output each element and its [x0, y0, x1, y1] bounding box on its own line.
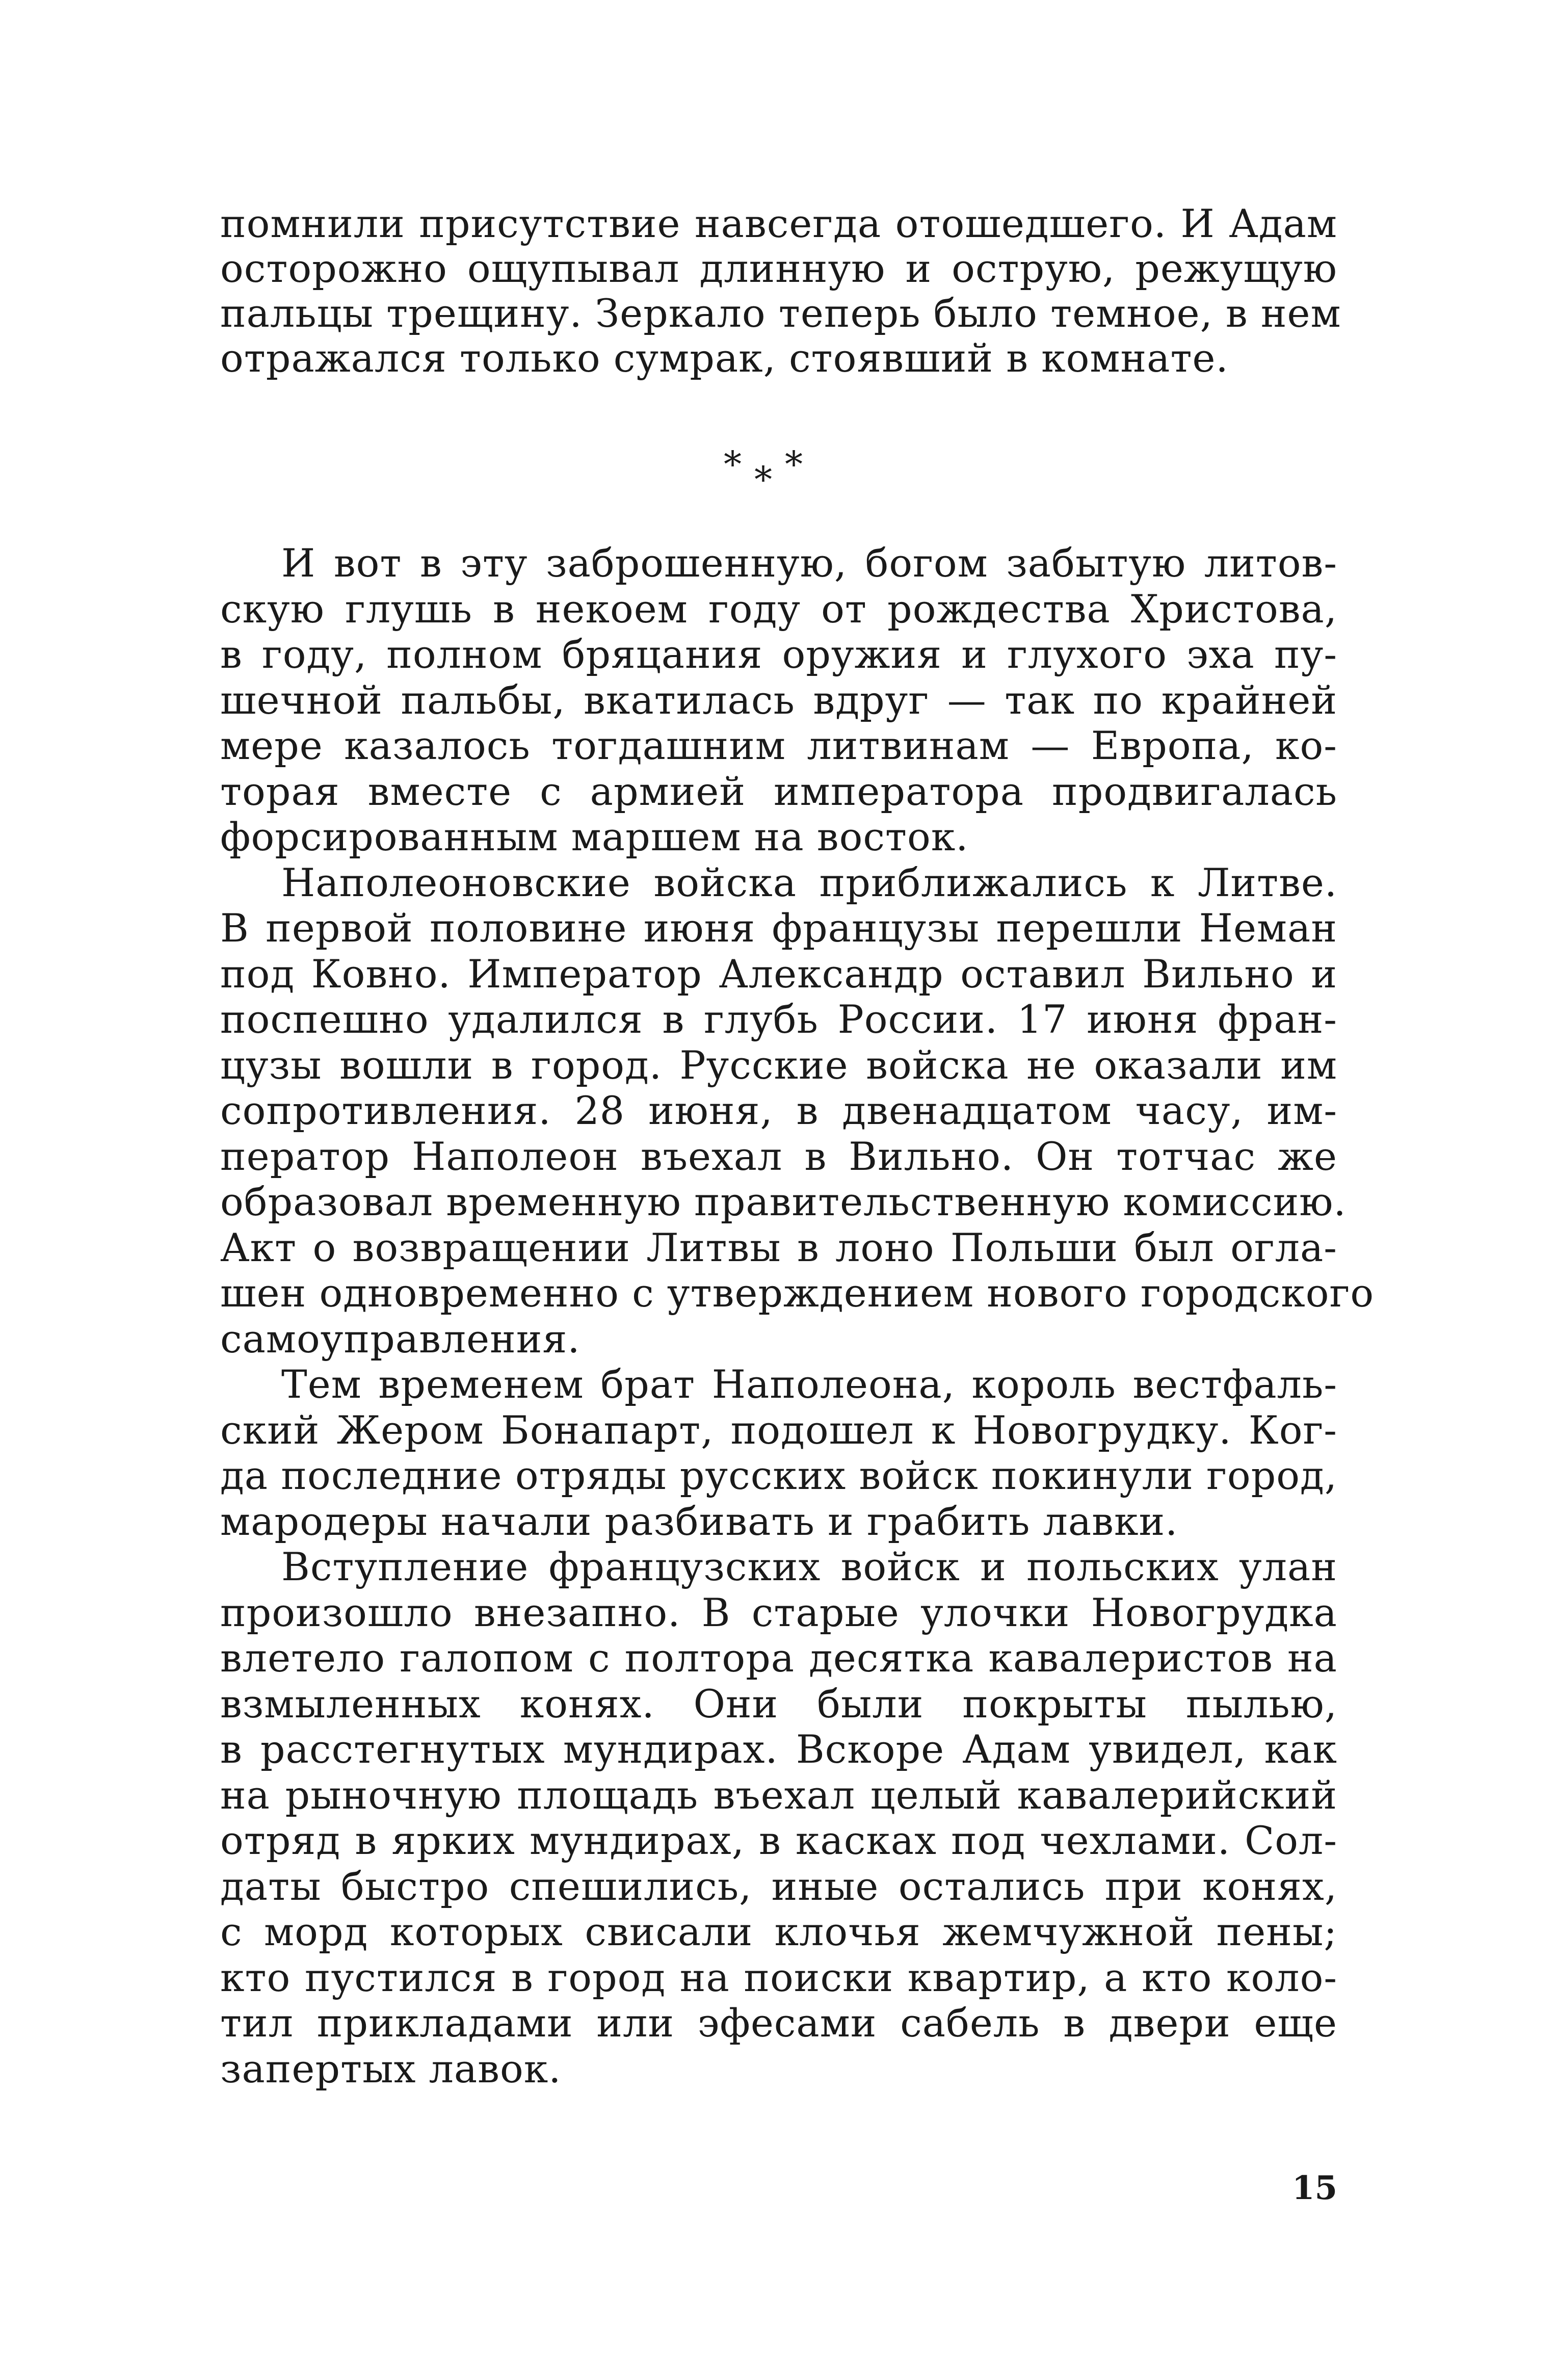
- text-line: да последние отряды русских войск покинули город,: [220, 1453, 1337, 1498]
- text-line: шен одновременно с утверждением нового городского: [220, 1270, 1375, 1316]
- text-line: даты быстро спешились, иные остались при конях,: [220, 1863, 1337, 1909]
- text-line: под Ковно. Император Александр оставил Вильно и: [220, 951, 1337, 997]
- text-line: произошло внезапно. В старые улочки Новогрудка: [220, 1589, 1337, 1635]
- text-line: шечной пальбы, вкатилась вдруг — так по крайней: [220, 677, 1337, 723]
- paragraph-first-line: Вступление французских войск и польских улан: [281, 1544, 1337, 1589]
- asterisk: *: [785, 443, 803, 485]
- text-line: пальцы трещину. Зеркало теперь было темное, в нем: [220, 291, 1341, 336]
- text-line: на рыночную площадь въехал целый кавалерийский: [220, 1772, 1337, 1818]
- text-line: тил прикладами или эфесами сабель в двери еще: [220, 2000, 1337, 2046]
- text-line: ский Жером Бонапарт, подошел к Новогрудку. Ког-: [220, 1407, 1337, 1453]
- asterisk: *: [754, 459, 772, 501]
- paragraph-first-line: Наполеоновские войска приближались к Литве.: [281, 859, 1337, 905]
- text-line: мере казалось тогдашним литвинам — Европа, ко-: [220, 723, 1337, 768]
- text-line: с морд которых свисали клочья жемчужной пены;: [220, 1909, 1337, 1954]
- text-line: в расстегнутых мундирах. Вскоре Адам увидел, как: [220, 1727, 1337, 1772]
- text-line: отражался только сумрак, стоявший в комнате.: [220, 335, 1229, 381]
- text-line: цузы вошли в город. Русские войска не оказали им: [220, 1042, 1337, 1088]
- text-line: влетело галопом с полтора десятка кавалеристов на: [220, 1635, 1337, 1681]
- text-line: поспешно удалился в глубь России. 17 июня фран-: [220, 997, 1337, 1042]
- text-line: самоуправления.: [220, 1316, 580, 1362]
- text-line: осторожно ощупывал длинную и острую, режущую: [220, 246, 1337, 291]
- text-line: торая вместе с армией императора продвигалась: [220, 768, 1337, 814]
- text-line: Акт о возвращении Литвы в лоно Польши был огла-: [220, 1224, 1337, 1270]
- text-line: образовал временную правительственную комиссию.: [220, 1179, 1347, 1224]
- text-line: сопротивления. 28 июня, в двенадцатом часу, им-: [220, 1088, 1337, 1133]
- text-line: помнили присутствие навсегда отошедшего. И Адам: [220, 201, 1337, 246]
- top-paragraph: [220, 201, 1341, 381]
- main-text: [220, 540, 1375, 2091]
- text-line: запертых лавок.: [220, 2046, 562, 2091]
- text-line: взмыленных конях. Они были покрыты пылью,: [220, 1681, 1337, 1727]
- page-number: 15: [1292, 2169, 1338, 2207]
- paragraph-first-line: Тем временем брат Наполеона, король вестфаль-: [281, 1362, 1337, 1407]
- text-line: кто пустился в город на поиски квартир, а кто коло-: [220, 1954, 1337, 2000]
- text-line: скую глушь в некоем году от рождества Христова,: [220, 586, 1337, 632]
- text-line: в году, полном бряцания оружия и глухого эха пу-: [220, 632, 1337, 677]
- text-line: ператор Наполеон въехал в Вильно. Он тотчас же: [220, 1133, 1337, 1179]
- text-line: форсированным маршем на восток.: [220, 814, 969, 859]
- text-line: В первой половине июня французы перешли Неман: [220, 905, 1337, 951]
- asterisk: *: [724, 443, 742, 485]
- section-divider-asterism: [703, 443, 856, 500]
- paragraph-first-line: И вот в эту заброшенную, богом забытую литов-: [281, 540, 1337, 586]
- text-line: мародеры начали разбивать и грабить лавки.: [220, 1498, 1178, 1544]
- text-line: отряд в ярких мундирах, в касках под чехлами. Сол-: [220, 1818, 1337, 1863]
